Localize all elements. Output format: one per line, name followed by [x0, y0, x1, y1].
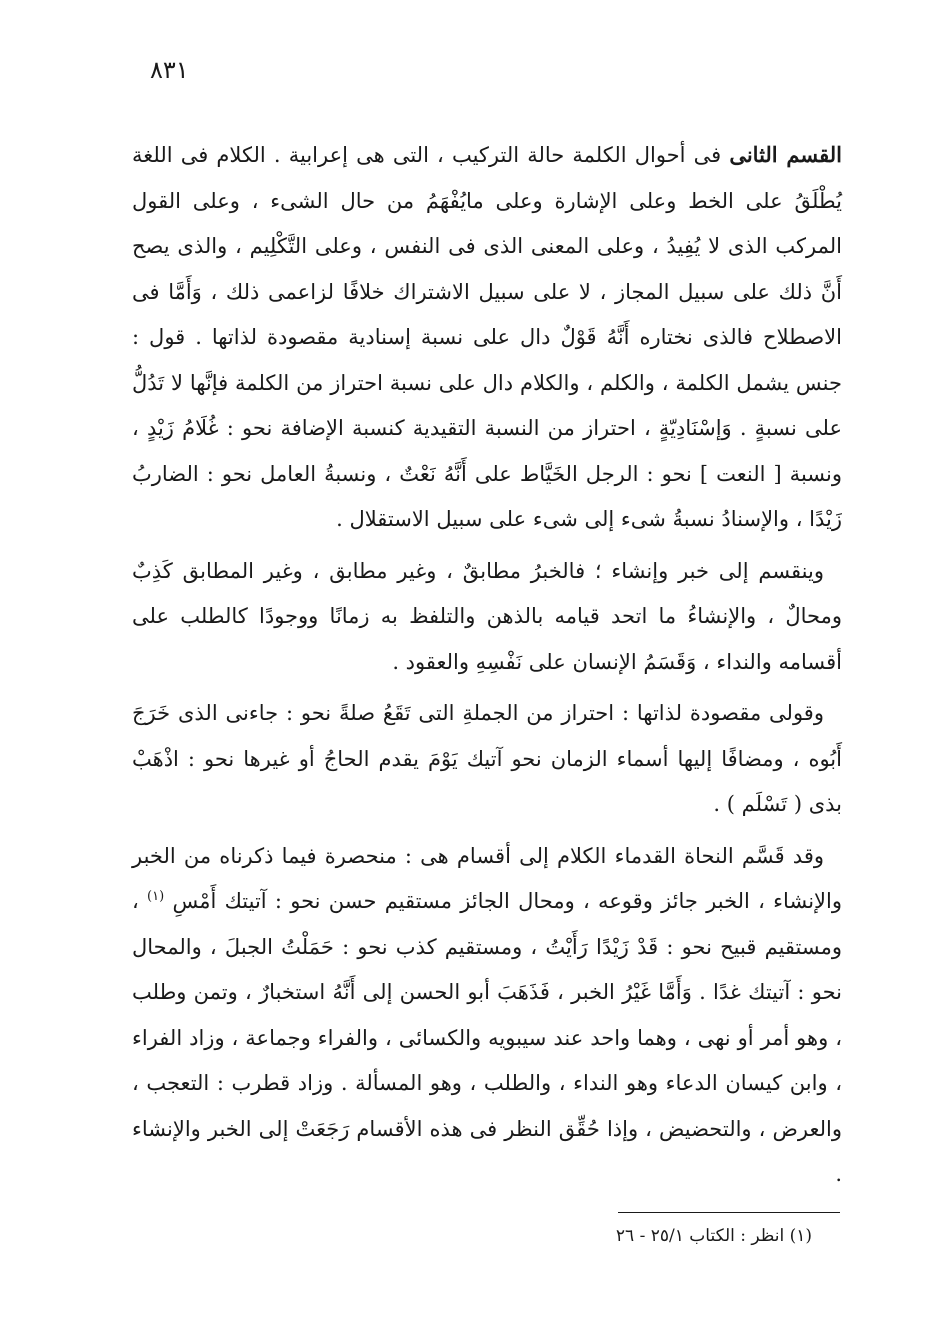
section-heading-inline: القسم الثانى — [729, 142, 842, 167]
footnote-marker: (١) — [147, 889, 165, 904]
footnote-divider — [618, 1212, 840, 1213]
paragraph-3: وقولى مقصودة لذاتها : احتراز من الجملةِ التى تَقَعُ صلةً نحو : جاءنى الذى خَرَجَ أَبُوه ، ومضافًا إليها أسماء الزمان نحو آتيك يَوْمَ يقدم الحاجُ أو غيرها نحو : اذْهَبْ بذى ( تَسْلَم ) . — [132, 701, 842, 816]
page-number: ٨٣١ — [150, 56, 189, 84]
paragraph-1 — [132, 132, 842, 543]
paragraph-2: وينقسم إلى خبر وإنشاء ؛ فالخبرُ مطابقٌ ، وغير مطابق ، وغير المطابق كَذِبٌ ومحالٌ ، والإنشاءُ ما اتحد قيامه بالذهن والتلفظ به زمانًا ووجودًا كالطلب على أقسامه والنداء ، وَقَسَمُ الإنسان على نَفْسِهِ والعقود . — [132, 558, 842, 674]
paragraph-4-text-after-note: ، ومستقيم قبيح نحو : قَدْ زَيْدًا رَأَيْتُ ، ومستقيم كذب نحو : حَمَلْتُ الجبلَ ، والمحال نحو : آتيتك غدًا . وَأَمَّا غَيْرُ الخبر ، فَذَهَبَ أبو الحسن إلى أَنَّهُ استخبارٌ ، وتمن وطلب ، وهو أمر أو نهى ، وهما واحد عند سيبويه والكسائى ، والفراء وجماعة ، وزاد الفراء ، وابن كيسان الدعاء وهو النداء ، والطلب ، وهو المسألة . وزاد قطرب : التعجب ، والعرض ، والتحضيض ، وإذا حُقِّق النظر فى هذه الأقسام رَجَعَتْ إلى الخبر والإنشاء . — [132, 889, 842, 1186]
paragraph-1-text: فى أحوال الكلمة حالة التركيب ، التى هى إعرابية . الكلام فى اللغة يُطْلَقُ على الخط وعلى الإشارة وعلى مايُفْهَمُ من حال الشىء ، وعلى القول المركب الذى لا يُفِيدُ ، وعلى المعنى الذى فى النفس ، وعلى التَّكْلِيم ، والذى يصح أَنَّ ذلك على سبيل المجاز ، لا على سبيل الاشتراك خلافًا لزاعمى ذلك ، وَأَمَّا فى الاصطلاح فالذى نختاره أَنَّهُ قَوْلٌ دال على نسبة إسنادية مقصودة لذاتها . قول : جنس يشمل الكلمة ، والكلم ، والكلام دال على نسبة احتراز من الكلمة فإنَّها لا تَدُلُّ على نسبةٍ . وَإسْنَادِيّةٍ ، احتراز من النسبة التقيدية كنسبة الإضافة نحو : غُلَامُ زَيْدٍ ، ونسبة [ النعت ] نحو : الرجل الخَيَّاط على أَنَّهُ نَعْتٌ ، ونسبةُ العامل نحو : الضاربُ زَيْدًا ، والإسنادُ نسبةُ شىء إلى شىء على سبيل الاستقلال . — [132, 143, 842, 531]
paragraph-4-text-before-note: وقد قَسَّم النحاة القدماء الكلام إلى أقسام هى : منحصرة فيما ذكرناه من الخبر والإنشاء ، الخبر جائز وقوعه ، ومحال الجائز مستقيم حسن نحو : آتيتك أَمْسِ — [132, 843, 842, 913]
paragraph-4 — [132, 834, 842, 1198]
footnote: (١) انظر : الكتاب ٢٥/١ - ٢٦ — [615, 1226, 812, 1246]
main-text-block — [132, 132, 842, 1204]
